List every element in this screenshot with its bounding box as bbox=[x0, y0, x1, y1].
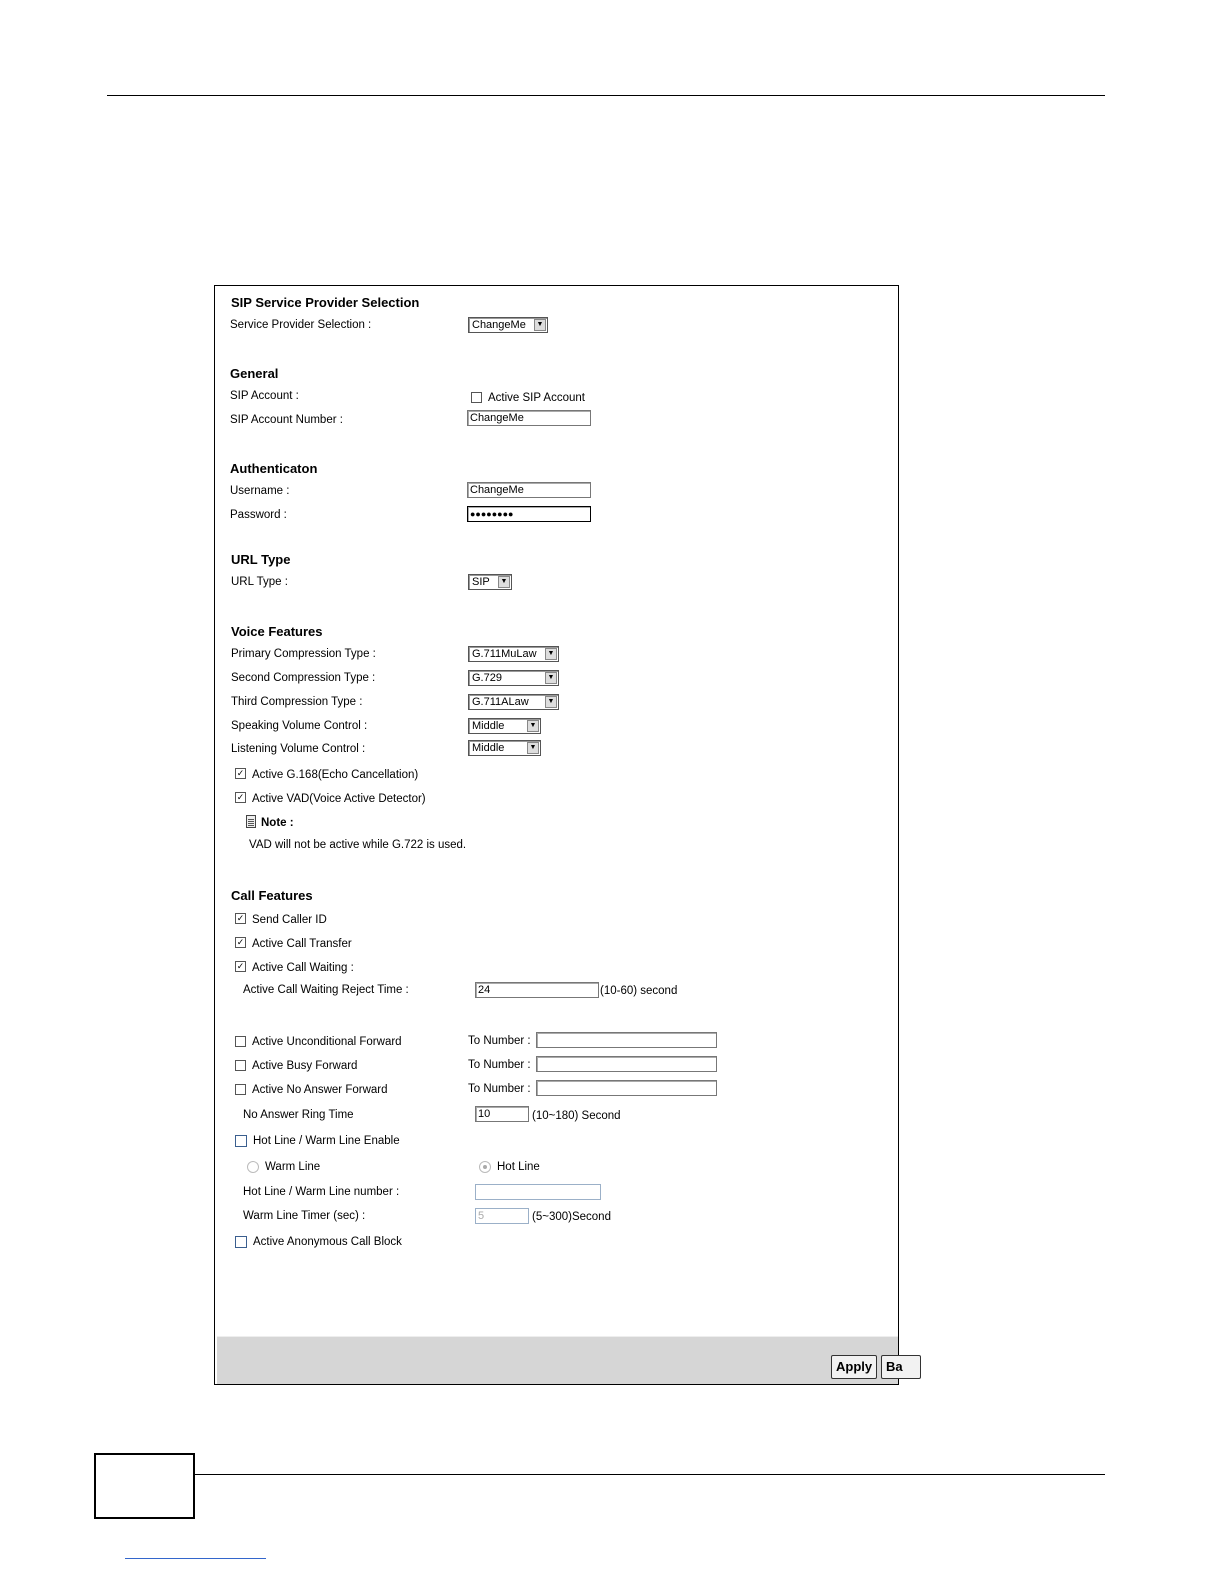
second-compression-label: Second Compression Type : bbox=[231, 672, 376, 684]
url-type-value: SIP bbox=[472, 576, 490, 588]
section-heading-call-features: Call Features bbox=[231, 888, 313, 903]
reject-time-unit: (10-60) second bbox=[600, 985, 678, 997]
note-label: Note : bbox=[261, 817, 294, 829]
provider-selection-label: Service Provider Selection : bbox=[230, 319, 372, 331]
warm-timer-unit: (5~300)Second bbox=[532, 1211, 611, 1223]
noanswer-forward-checkbox[interactable] bbox=[235, 1084, 246, 1095]
busy-forward-checkbox[interactable] bbox=[235, 1060, 246, 1071]
call-transfer-label: Active Call Transfer bbox=[252, 938, 352, 950]
busy-to-number-label: To Number : bbox=[468, 1059, 531, 1071]
call-waiting-label: Active Call Waiting : bbox=[252, 962, 354, 974]
noanswer-to-number-input[interactable] bbox=[536, 1080, 717, 1096]
hotline-enable-checkbox[interactable] bbox=[235, 1135, 247, 1147]
primary-compression-value: G.711MuLaw bbox=[472, 648, 537, 660]
password-input[interactable]: ●●●●●●●● bbox=[467, 506, 591, 522]
send-caller-id-checkbox[interactable]: ✓ bbox=[236, 913, 245, 923]
chevron-down-icon: ▼ bbox=[527, 742, 539, 754]
header-rule bbox=[107, 95, 1105, 96]
ring-time-input[interactable]: 10 bbox=[475, 1106, 529, 1122]
button-bar bbox=[217, 1336, 903, 1384]
sip-settings-panel bbox=[214, 285, 903, 1385]
second-compression-value: G.729 bbox=[472, 672, 502, 684]
ring-time-unit: (10~180) Second bbox=[532, 1110, 621, 1122]
chevron-down-icon: ▼ bbox=[498, 576, 510, 588]
call-waiting-checkbox[interactable]: ✓ bbox=[236, 961, 245, 971]
note-icon bbox=[246, 815, 256, 828]
third-compression-select[interactable] bbox=[468, 694, 559, 710]
noanswer-to-number-label: To Number : bbox=[468, 1083, 531, 1095]
active-sip-account-checkbox[interactable] bbox=[471, 392, 482, 403]
url-type-select[interactable] bbox=[468, 574, 512, 590]
warm-line-radio[interactable] bbox=[247, 1161, 259, 1173]
anonymous-block-label: Active Anonymous Call Block bbox=[253, 1236, 402, 1248]
footer-link-underline bbox=[125, 1558, 266, 1559]
chevron-down-icon: ▼ bbox=[527, 720, 539, 732]
section-heading-general: General bbox=[230, 366, 279, 381]
listening-volume-value: Middle bbox=[472, 742, 505, 754]
listening-volume-label: Listening Volume Control : bbox=[231, 743, 366, 755]
warm-timer-label: Warm Line Timer (sec) : bbox=[243, 1210, 366, 1222]
echo-cancellation-label: Active G.168(Echo Cancellation) bbox=[252, 769, 419, 781]
chevron-down-icon: ▼ bbox=[534, 319, 546, 331]
speaking-volume-label: Speaking Volume Control : bbox=[231, 720, 368, 732]
second-compression-select[interactable] bbox=[468, 670, 559, 686]
vad-label: Active VAD(Voice Active Detector) bbox=[252, 793, 426, 805]
primary-compression-label: Primary Compression Type : bbox=[231, 648, 376, 660]
call-transfer-checkbox[interactable]: ✓ bbox=[236, 937, 245, 947]
echo-cancellation-checkbox[interactable]: ✓ bbox=[236, 768, 245, 778]
hotline-number-label: Hot Line / Warm Line number : bbox=[243, 1186, 400, 1198]
unconditional-forward-checkbox[interactable] bbox=[235, 1036, 246, 1047]
chevron-down-icon: ▼ bbox=[545, 648, 557, 660]
uncond-to-number-label: To Number : bbox=[468, 1035, 531, 1047]
page-number-box bbox=[94, 1453, 195, 1519]
back-button[interactable]: Ba bbox=[881, 1355, 921, 1379]
listening-volume-select[interactable] bbox=[468, 740, 541, 756]
provider-selection-select[interactable] bbox=[468, 317, 548, 333]
vad-checkbox[interactable]: ✓ bbox=[236, 792, 245, 802]
send-caller-id-label: Send Caller ID bbox=[252, 914, 327, 926]
busy-to-number-input[interactable] bbox=[536, 1056, 717, 1072]
noanswer-forward-label: Active No Answer Forward bbox=[252, 1084, 388, 1096]
username-input[interactable]: ChangeMe bbox=[467, 482, 591, 498]
primary-compression-select[interactable] bbox=[468, 646, 559, 662]
warm-line-label: Warm Line bbox=[265, 1161, 321, 1173]
speaking-volume-select[interactable] bbox=[468, 718, 541, 734]
third-compression-label: Third Compression Type : bbox=[231, 696, 363, 708]
speaking-volume-value: Middle bbox=[472, 720, 505, 732]
hot-line-label: Hot Line bbox=[497, 1161, 540, 1173]
hot-line-radio[interactable] bbox=[479, 1161, 491, 1173]
sip-account-label: SIP Account : bbox=[230, 390, 299, 402]
section-heading-url-type: URL Type bbox=[231, 552, 291, 567]
section-heading-authentication: Authenticaton bbox=[230, 461, 318, 476]
third-compression-value: G.711ALaw bbox=[472, 696, 529, 708]
uncond-to-number-input[interactable] bbox=[536, 1032, 717, 1048]
apply-button[interactable]: Apply bbox=[831, 1355, 877, 1379]
sip-account-number-input[interactable]: ChangeMe bbox=[467, 410, 591, 426]
warm-timer-input[interactable]: 5 bbox=[475, 1208, 529, 1224]
hotline-number-input[interactable] bbox=[475, 1184, 601, 1200]
password-label: Password : bbox=[230, 509, 287, 521]
hotline-enable-label: Hot Line / Warm Line Enable bbox=[253, 1135, 400, 1147]
chevron-down-icon: ▼ bbox=[545, 672, 557, 684]
url-type-label: URL Type : bbox=[231, 576, 288, 588]
busy-forward-label: Active Busy Forward bbox=[252, 1060, 358, 1072]
section-heading-voice-features: Voice Features bbox=[231, 624, 323, 639]
reject-time-label: Active Call Waiting Reject Time : bbox=[243, 984, 409, 996]
anonymous-block-checkbox[interactable] bbox=[235, 1236, 247, 1248]
note-text: VAD will not be active while G.722 is used. bbox=[249, 839, 467, 851]
ring-time-label: No Answer Ring Time bbox=[243, 1109, 354, 1121]
section-heading-sip-provider: SIP Service Provider Selection bbox=[231, 295, 420, 310]
unconditional-forward-label: Active Unconditional Forward bbox=[252, 1036, 402, 1048]
reject-time-input[interactable]: 24 bbox=[475, 982, 599, 998]
chevron-down-icon: ▼ bbox=[545, 696, 557, 708]
provider-selection-value: ChangeMe bbox=[472, 319, 526, 331]
username-label: Username : bbox=[230, 485, 290, 497]
footer-rule bbox=[193, 1474, 1105, 1475]
sip-account-number-label: SIP Account Number : bbox=[230, 414, 343, 426]
active-sip-account-label: Active SIP Account bbox=[488, 392, 585, 404]
